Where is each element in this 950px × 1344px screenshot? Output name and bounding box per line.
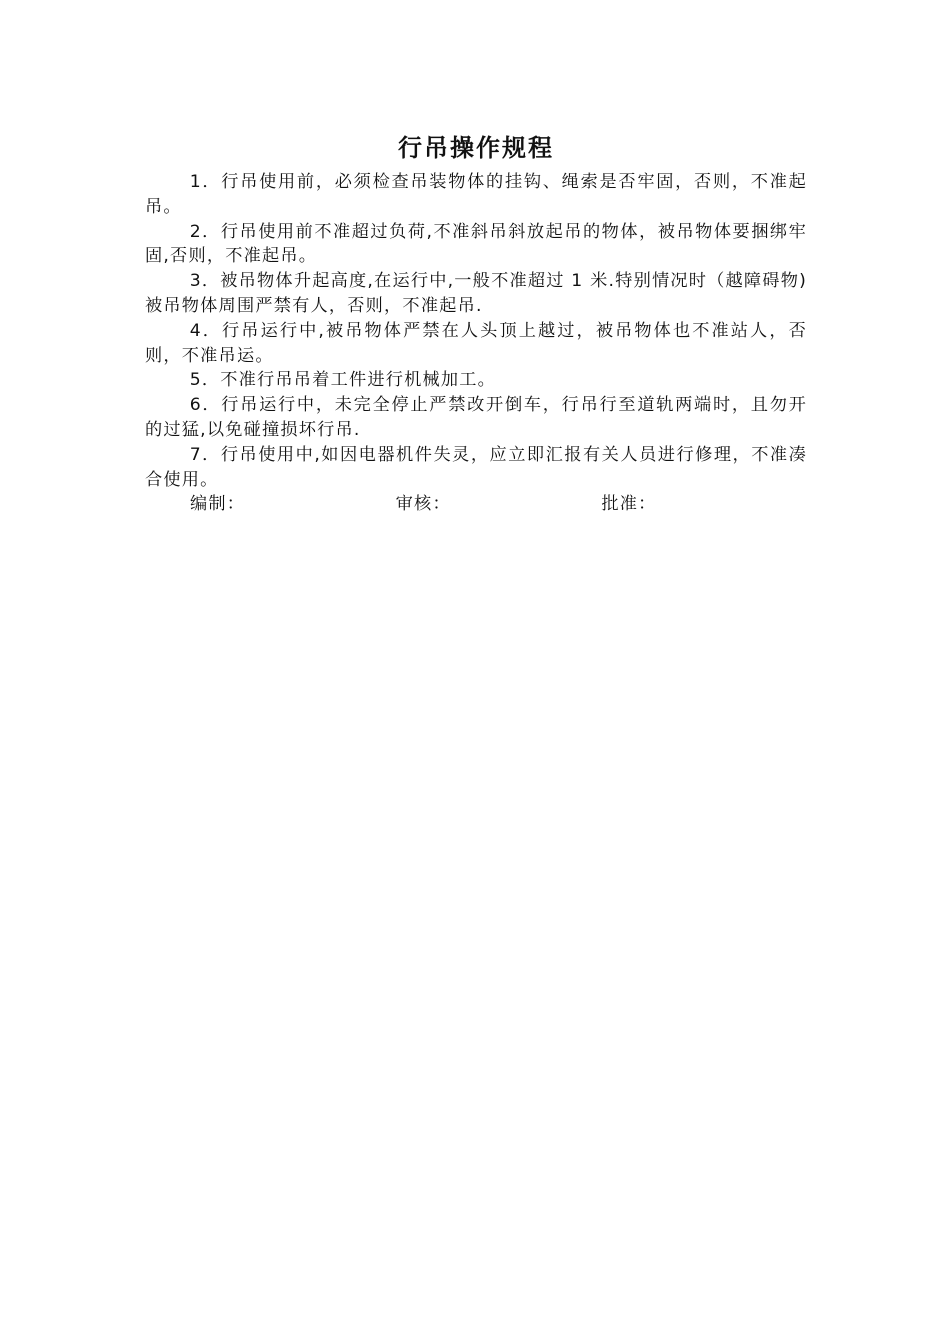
document-title: 行吊操作规程 xyxy=(398,133,554,162)
compiled-by-label: 编制： xyxy=(190,494,246,515)
rule-item-5: 5．不准行吊吊着工件进行机械加工。 xyxy=(189,370,497,391)
rule-item-1: 1．行吊使用前，必须检查吊装物体的挂钩、绳索是否牢固，否则，不准起吊。 xyxy=(145,172,807,217)
document-body xyxy=(145,128,807,517)
approved-by-label: 批准： xyxy=(601,494,657,515)
rule-item-6: 6．行吊运行中，未完全停止严禁改开倒车，行吊行至道轨两端时，且勿开的过猛,以免碰撞损坏行吊. xyxy=(145,395,807,440)
rule-item-7: 7．行吊使用中,如因电器机件失灵，应立即汇报有关人员进行修理，不准凑合使用。 xyxy=(145,444,807,490)
rule-item-4: 4．行吊运行中,被吊物体严禁在人头顶上越过，被吊物体也不准站人，否则，不准吊运。 xyxy=(145,320,807,366)
reviewed-by-label: 审核： xyxy=(395,494,451,515)
rule-item-2: 2．行吊使用前不准超过负荷,不准斜吊斜放起吊的物体，被吊物体要捆绑牢固,否则，不准起吊。 xyxy=(145,221,807,267)
rule-item-3: 3．被吊物体升起高度,在运行中,一般不准超过 1 米.特别情况时（越障碍物)被吊物体周围严禁有人，否则，不准起吊. xyxy=(145,271,807,316)
signature-row xyxy=(145,492,807,517)
